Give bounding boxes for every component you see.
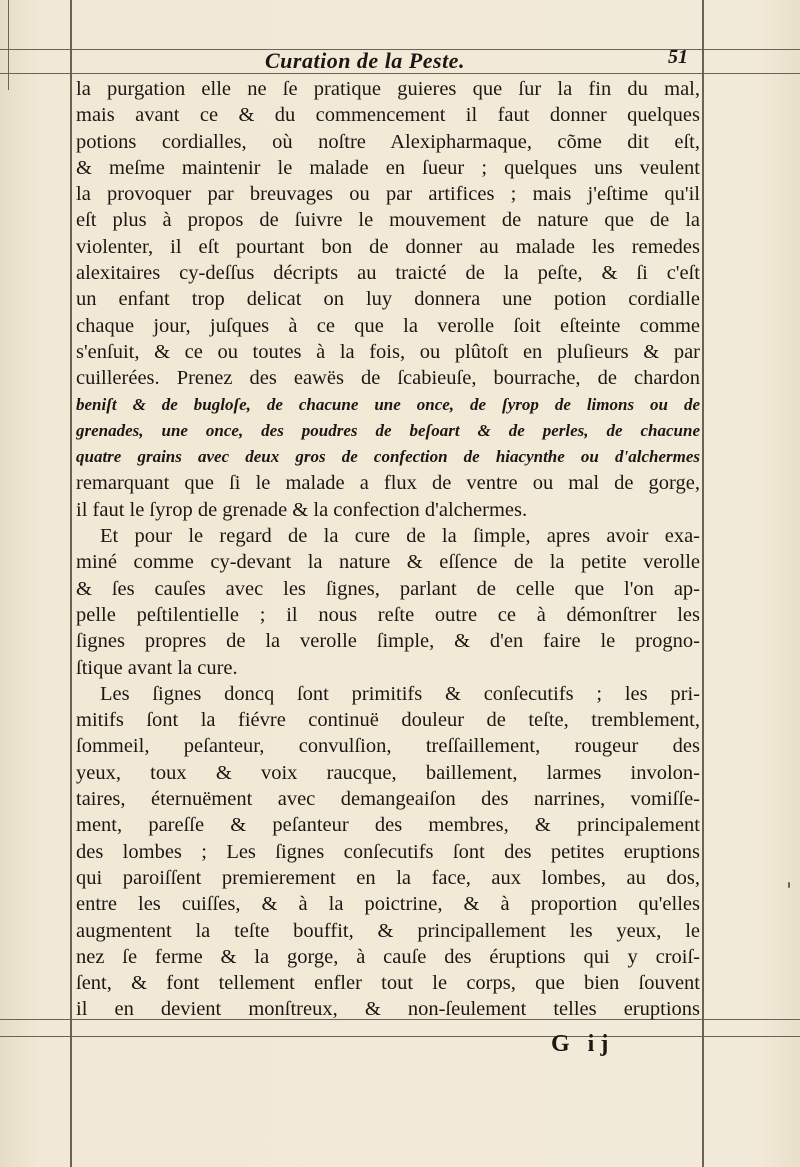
text-line: augmentent la teſte bouffit, & principallement les yeux, le — [76, 919, 700, 942]
text-line: & ſes cauſes avec les ſignes, parlant de celle que l'on ap- — [76, 577, 700, 600]
margin-speck — [788, 882, 790, 888]
left-margin-rule — [70, 0, 72, 1167]
text-line: cuillerées. Prenez des eawës de ſcabieuſe, bourrache, de chardon — [76, 367, 700, 390]
footer-rule-lower — [0, 1036, 800, 1037]
running-head: Curation de la Peste. — [265, 48, 465, 73]
signature-mark: G ij — [551, 1031, 615, 1057]
text-line: nez ſe ferme & la gorge, à cauſe des éruptions qui y croiſ- — [76, 945, 700, 968]
text-line: chaque jour, juſques à ce que la verolle ſoit eſteinte comme — [76, 314, 700, 337]
body-text — [76, 76, 700, 1023]
text-line: beniſt & de bugloſe, de chacune une once, de ſyrop de limons ou de — [76, 394, 700, 414]
text-line: remarquant que ſi le malade a flux de ventre ou mal de gorge, — [76, 472, 700, 495]
text-line: ſtique avant la cure. — [76, 656, 238, 679]
text-line: la provoquer par breuvages ou par artifices ; mais j'eſtime qu'il — [76, 183, 700, 206]
text-line: taires, éternuëment avec demangeaiſon des narrines, vomiſſe- — [76, 788, 700, 811]
text-line: Et pour le regard de la cure de la ſimple, apres avoir exa- — [100, 525, 700, 548]
right-margin-rule — [702, 0, 704, 1167]
text-line: yeux, toux & voix raucque, baillement, larmes involon- — [76, 761, 700, 784]
text-line: il en devient monſtreux, & non-ſeulement telles eruptions — [76, 998, 700, 1021]
text-line: ment, pareſſe & peſanteur des membres, & principalement — [76, 814, 700, 837]
text-line: un enfant trop delicat on luy donnera une potion cordialle — [76, 288, 700, 311]
text-line: entre les cuiſſes, & à la poictrine, & à proportion qu'elles — [76, 893, 700, 916]
text-line: mais avant ce & du commencement il faut donner quelques — [76, 104, 700, 127]
text-line: violenter, il eſt pourtant bon de donner au malade les remedes — [76, 235, 700, 258]
text-line: s'enſuit, & ce ou toutes à la fois, ou plûtoſt en pluſieurs & par — [76, 340, 700, 363]
text-line: ſignes propres de la verolle ſimple, & d'en faire le progno- — [76, 630, 700, 653]
text-line: & meſme maintenir le malade en ſueur ; quelques uns veulent — [76, 156, 700, 179]
text-line: ſent, & font tellement enfler tout le corps, que bien ſouvent — [76, 972, 700, 995]
text-line: ſommeil, peſanteur, convulſion, treſſaillement, rougeur des — [76, 735, 700, 758]
text-line: des lombes ; Les ſignes conſecutifs ſont des petites eruptions — [76, 840, 700, 863]
binding-edge — [8, 0, 9, 90]
text-line: grenades, une once, des poudres de beſoart & de perles, de chacune — [76, 420, 700, 440]
text-line: il faut le ſyrop de grenade & la confection d'alchermes. — [76, 498, 528, 521]
text-line: Les ſignes doncq ſont primitifs & conſecutifs ; les pri- — [100, 682, 700, 705]
text-line: alexitaires cy-deſſus décripts au traicté de la peſte, & ſi c'eſt — [76, 262, 700, 285]
text-line: quatre grains avec deux gros de confection de hiacynthe ou d'alchermes — [76, 447, 700, 467]
page-number: 51 — [668, 46, 688, 68]
text-line: potions cordialles, où noſtre Alexipharmaque, cõme dit eſt, — [76, 130, 700, 153]
text-line: la purgation elle ne ſe pratique guieres que ſur la fin du mal, — [76, 78, 700, 100]
text-line: pelle peſtilentielle ; il nous reſte outre ce à démonſtrer les — [76, 603, 700, 626]
text-line: miné comme cy-devant la nature & eſſence de la petite verolle — [76, 551, 700, 574]
text-line: eſt plus à propos de ſuivre le mouvement de nature que de la — [76, 209, 700, 232]
text-line: mitifs ſont la fiévre continuë douleur de teſte, tremblement, — [76, 709, 700, 732]
text-line: qui paroiſſent premierement en la face, aux lombes, au dos, — [76, 866, 700, 889]
